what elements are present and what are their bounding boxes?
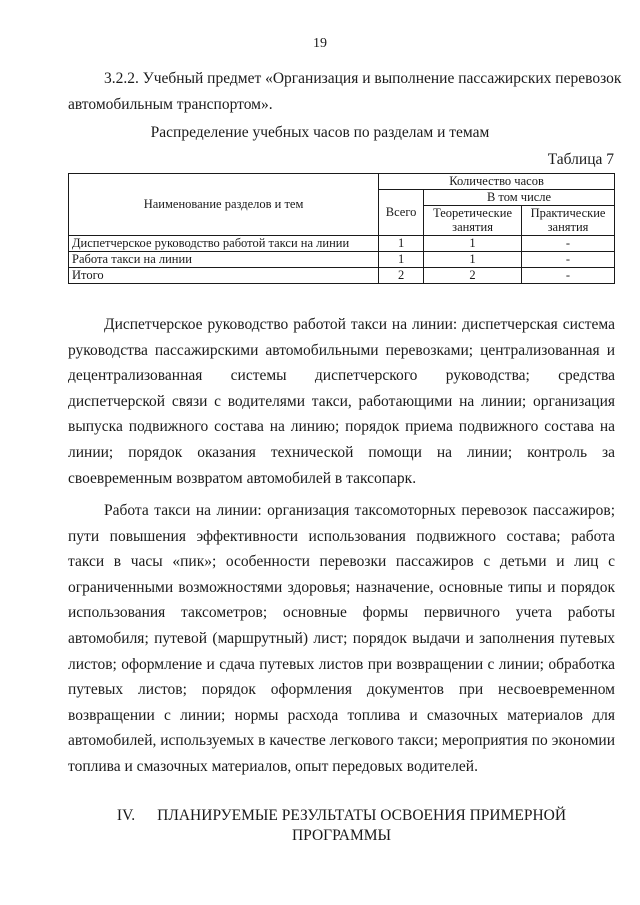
- paragraph-text: Работа такси на линии: организация таксомоторных перевозок пассажиров; пути повышения эффективности использования подвижного состава; работа такси в часы «пик»; особенности перевозки пассажиров с детьми и лиц с ограниченными возможностями здоровья; назначение, основные типы и порядок использования таксометров; основные формы первичного учета работы автомобиля; путевой (маршрутный) лист; порядок выдачи и заполнения путевых листов; оформление и сдача путевых листов при возвращении с линии; обработка путевых листов; порядок оформления документов при несвоевременном возвращении с линии; нормы расхода топлива и смазочных материалов для автомобилей, используемых в качестве легкового такси; мероприятия по экономии топлива и смазочных материалов, опыт передовых водителей.: [68, 502, 615, 775]
- header-practice: Практические занятия: [522, 206, 615, 236]
- row-theory: 1: [424, 236, 522, 252]
- hours-distribution-table: [68, 173, 615, 284]
- section-title-line-2: ПРОГРАММЫ: [291, 827, 392, 844]
- section-number: IV.: [116, 807, 136, 824]
- header-including: В том числе: [424, 190, 615, 206]
- row-total: 1: [379, 236, 424, 252]
- page-number: 19: [313, 36, 327, 51]
- table-number-label: Таблица 7: [547, 151, 614, 168]
- row-theory: 1: [424, 252, 522, 268]
- subject-heading-line-1: 3.2.2. Учебный предмет «Организация и выполнение пассажирских перевозок: [104, 70, 622, 87]
- table-row: [69, 236, 615, 252]
- table-row-total: [69, 268, 615, 284]
- row-name: Работа такси на линии: [69, 252, 379, 268]
- section-title-line-1: ПЛАНИРУЕМЫЕ РЕЗУЛЬТАТЫ ОСВОЕНИЯ ПРИМЕРНОЙ: [157, 807, 567, 824]
- section-heading: [68, 806, 615, 846]
- row-name: Диспетчерское руководство работой такси на линии: [69, 236, 379, 252]
- table-caption: Распределение учебных часов по разделам и темам: [150, 124, 490, 141]
- header-total: Всего: [379, 190, 424, 236]
- row-total: 1: [379, 252, 424, 268]
- paragraph-text: Диспетчерское руководство работой такси на линии: диспетчерская система руководства пассажирскими автомобильными перевозками; централизованная и децентрализованная системы диспетчерского руководства; средства диспетчерской связи с водителями такси, работающими на линии; организация выпуска подвижного состава на линию; порядок приема подвижного состава на линии; порядок оказания технической помощи на линии; контроль за своевременным возвратом автомобилей в таксопарк.: [68, 316, 615, 487]
- row-name: Итого: [69, 268, 379, 284]
- row-practice: -: [522, 268, 615, 284]
- header-section-name: Наименование разделов и тем: [69, 174, 379, 236]
- header-hours-count: Количество часов: [379, 174, 615, 190]
- row-practice: -: [522, 252, 615, 268]
- header-theory: Теоретические занятия: [424, 206, 522, 236]
- topic-description-2: [68, 498, 615, 780]
- row-theory: 2: [424, 268, 522, 284]
- row-total: 2: [379, 268, 424, 284]
- row-practice: -: [522, 236, 615, 252]
- table-row: [69, 252, 615, 268]
- subject-heading-line-2: автомобильным транспортом».: [68, 96, 273, 113]
- topic-description-1: [68, 312, 615, 491]
